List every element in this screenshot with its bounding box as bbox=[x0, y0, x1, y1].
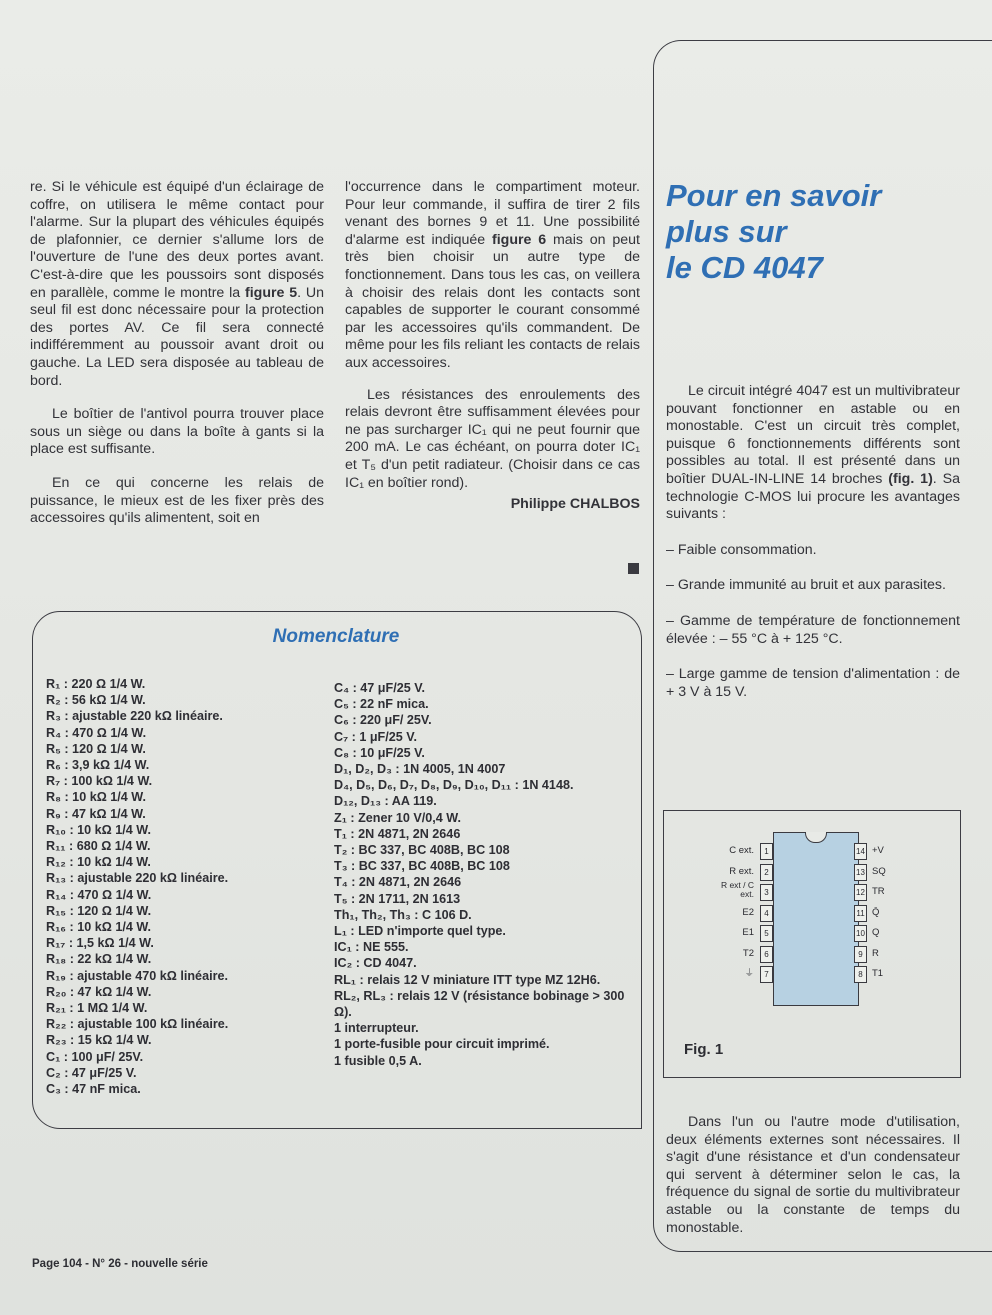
component-entry: IC₂ : CD 4047. bbox=[334, 956, 417, 971]
advantage-item: – Gamme de température de fonctionnement élevée : – 55 °C à + 125 °C. bbox=[666, 612, 960, 647]
sidebar-text bbox=[666, 383, 960, 719]
component-entry: R₁₅ : 120 Ω 1/4 W. bbox=[46, 903, 152, 918]
component-entry: L₁ : LED n'importe quel type. bbox=[334, 924, 506, 939]
component-entry: C₂ : 47 μF/25 V. bbox=[46, 1065, 137, 1080]
component-entry: R₂₃ : 15 kΩ 1/4 W. bbox=[46, 1033, 152, 1048]
component-entry: R₁₄ : 470 Ω 1/4 W. bbox=[46, 887, 152, 902]
pin-label-left: E1 bbox=[742, 927, 754, 938]
figure-reference: figure 6 bbox=[492, 231, 547, 248]
component-entry: R₁₂ : 10 kΩ 1/4 W. bbox=[46, 855, 151, 870]
component-entry: C₃ : 47 nF mica. bbox=[46, 1082, 141, 1097]
component-entry: C₅ : 22 nF mica. bbox=[334, 697, 429, 712]
pin-number-right: 12 bbox=[854, 884, 867, 901]
component-entry: Th₁, Th₂, Th₃ : C 106 D. bbox=[334, 907, 472, 922]
component-entry: C₁ : 100 μF/ 25V. bbox=[46, 1049, 144, 1064]
pin-number-left: 3 bbox=[760, 884, 773, 901]
component-entry: R₈ : 10 kΩ 1/4 W. bbox=[46, 790, 146, 805]
component-entry: R₁ : 220 Ω 1/4 W. bbox=[46, 677, 146, 691]
figure-reference: figure 5 bbox=[244, 284, 298, 301]
pin-number-right: 9 bbox=[854, 946, 867, 963]
component-entry: R₆ : 3,9 kΩ 1/4 W. bbox=[46, 758, 150, 773]
component-entry: R₁₀ : 10 kΩ 1/4 W. bbox=[46, 822, 151, 837]
component-entry: Z₁ : Zener 10 V/0,4 W. bbox=[334, 810, 461, 825]
pin-label-left: R ext. bbox=[729, 865, 754, 877]
component-entry: R₂₁ : 1 MΩ 1/4 W. bbox=[46, 1001, 148, 1016]
component-entry: D₄, D₅, D₆, D₇, D₈, D₉, D₁₀, D₁₁ : 1N 4148. bbox=[334, 778, 574, 793]
pin-number-left: 4 bbox=[760, 905, 773, 922]
component-entry: C₈ : 10 μF/25 V. bbox=[334, 745, 425, 760]
sidebar-text-continued bbox=[666, 1114, 960, 1253]
pin-number-left: 2 bbox=[760, 864, 773, 881]
pin-number-left: 6 bbox=[760, 946, 773, 963]
text-run: . Sa technologie C-MOS lui procure les avantages suivants : bbox=[666, 470, 960, 523]
component-entry: R₃ : ajustable 220 kΩ linéaire. bbox=[46, 709, 223, 724]
component-entry: T₂ : BC 337, BC 408B, BC 108 bbox=[334, 843, 510, 858]
advantage-item: – Faible consommation. bbox=[666, 541, 817, 558]
component-entry: D₁₂, D₁₃ : AA 119. bbox=[334, 794, 437, 809]
paragraph: Les résistances des enroulements des relais devront être suffisamment élevées pour ne pas surcharger IC₁ qui ne peut fournir que 200 mA. Le cas échéant, on pourra doter IC₁ et T₅ d'un petit radiateur. (Choisir dans ce cas IC₁ en boîtier rond). bbox=[345, 386, 640, 491]
component-entry: T₃ : BC 337, BC 408B, BC 108 bbox=[334, 859, 510, 874]
component-entry: 1 interrupteur. bbox=[334, 1021, 419, 1036]
component-entry: RL₁ : relais 12 V miniature ITT type MZ 12H6. bbox=[334, 972, 601, 987]
pin-number-left: 7 bbox=[760, 966, 773, 983]
pin-number-right: 14 bbox=[854, 843, 867, 860]
component-entry: D₁, D₂, D₃ : 1N 4005, 1N 4007 bbox=[334, 762, 506, 777]
component-entry: C₆ : 220 μF/ 25V. bbox=[334, 713, 432, 728]
page-footer: Page 104 - N° 26 - nouvelle série bbox=[32, 1258, 208, 1270]
advantage-item: – Large gamme de tension d'alimentation : de + 3 V à 15 V. bbox=[666, 666, 960, 700]
pin-number-left: 5 bbox=[760, 925, 773, 942]
pin-label-right: T1 bbox=[872, 968, 884, 979]
text-run: Le circuit intégré 4047 est un multivibrateur pouvant fonctionner en astable ou en monostable. C'est un circuit très complet, puisque 6 fonctionnements différents sont possibles au total. Il est présenté dans un boîtier DUAL-IN-LINE 14 broches bbox=[666, 383, 960, 487]
pin-label-left: R ext / C ext. bbox=[720, 880, 754, 899]
component-entry: R₁₉ : ajustable 470 kΩ linéaire. bbox=[46, 968, 228, 983]
pin-number-right: 13 bbox=[854, 864, 867, 881]
component-entry: 1 fusible 0,5 A. bbox=[334, 1053, 422, 1068]
pin-label-left: T2 bbox=[742, 947, 754, 959]
paragraph bbox=[345, 179, 640, 373]
text-run: l'occurrence dans le compartiment moteur. Pour leur commande, il suffira de tirer 2 fils venant des bornes 9 et 11. Une possibilité d'alarme est indiquée bbox=[345, 179, 640, 248]
component-entry: R₉ : 47 kΩ 1/4 W. bbox=[46, 806, 146, 821]
pin-label-left: C ext. bbox=[729, 845, 754, 856]
text-run: re. Si le véhicule est équipé d'un éclairage de coffre, on utilisera le même contact pour l'alarme. Sur la plupart des véhicules équipés de plafonnier, ce dernier s'allume lors de l'ouverture de l'une des deux portes avant. C'est-à-dire que les poussoirs sont disposés en parallèle, comme le montre la bbox=[30, 179, 324, 301]
pin-label-right: Q bbox=[872, 927, 880, 938]
component-entry: R₅ : 120 Ω 1/4 W. bbox=[46, 741, 146, 756]
pin-number-right: 11 bbox=[854, 905, 867, 922]
pin-number-left: 1 bbox=[760, 843, 773, 860]
paragraph: Le boîtier de l'antivol pourra trouver place sous un siège ou dans la boîte à gants si la place est suffisante. bbox=[30, 406, 324, 458]
component-entry: IC₁ : NE 555. bbox=[334, 940, 409, 955]
component-entry: R₇ : 100 kΩ 1/4 W. bbox=[46, 774, 153, 789]
figure-reference: (fig. 1) bbox=[888, 470, 933, 487]
nomenclature-title: Nomenclature bbox=[272, 626, 400, 647]
pin-number-right: 10 bbox=[854, 925, 867, 942]
end-of-article-mark bbox=[628, 563, 639, 574]
pin-label-right: Q̄ bbox=[872, 906, 880, 918]
paragraph bbox=[666, 383, 960, 524]
text-run: . Un seul fil est donc nécessaire pour la protection des portes AV. Ce fil sera connecté indifféremment au poussoir avant droit ou gauche. La LED sera disposée au tableau de bord. bbox=[30, 284, 324, 389]
ic-package bbox=[773, 832, 859, 1006]
component-entry: 1 porte-fusible pour circuit imprimé. bbox=[334, 1037, 550, 1052]
component-entry: R₂₂ : ajustable 100 kΩ linéaire. bbox=[46, 1017, 229, 1032]
component-entry: T₄ : 2N 4871, 2N 2646 bbox=[334, 875, 462, 890]
paragraph bbox=[30, 179, 324, 390]
pin-label-left: ⏚ bbox=[744, 968, 754, 979]
component-entry: R₁₁ : 680 Ω 1/4 W. bbox=[46, 839, 151, 854]
component-entry: R₂ : 56 kΩ 1/4 W. bbox=[46, 693, 146, 708]
component-entry: R₁₈ : 22 kΩ 1/4 W. bbox=[46, 952, 152, 967]
nomenclature-list-left bbox=[46, 676, 286, 1097]
pin-label-right: +V bbox=[872, 845, 884, 856]
pin-label-right: TR bbox=[872, 886, 885, 897]
pin-label-left: E2 bbox=[742, 906, 754, 918]
component-entry: RL₂, RL₃ : relais 12 V (résistance bobinage > 300 Ω). bbox=[334, 988, 625, 1020]
title-line: le CD 4047 bbox=[666, 250, 823, 285]
advantage-item: – Grande immunité au bruit et aux parasites. bbox=[666, 577, 946, 594]
component-entry: T₁ : 2N 4871, 2N 2646 bbox=[334, 826, 461, 841]
title-line: Pour en savoir bbox=[666, 178, 882, 213]
component-entry: R₁₆ : 10 kΩ 1/4 W. bbox=[46, 920, 152, 935]
component-entry: T₅ : 2N 1711, 2N 1613 bbox=[334, 891, 461, 906]
pin-label-right: R bbox=[872, 947, 879, 959]
component-entry: C₇ : 1 μF/25 V. bbox=[334, 729, 417, 744]
paragraph: Dans l'un ou l'autre mode d'utilisation, deux éléments externes sont nécessaires. Il s'agit d'une résistance et d'un condensateur qui servent à déterminer selon le cas, la fréquence du signal de sortie du multivibrateur astable ou la constante de temps du monostable. bbox=[666, 1114, 960, 1236]
article-column-2 bbox=[345, 179, 640, 514]
component-entry: R₁₇ : 1,5 kΩ 1/4 W. bbox=[46, 936, 154, 951]
component-entry: R₁₃ : ajustable 220 kΩ linéaire. bbox=[46, 871, 229, 886]
component-entry: C₄ : 47 μF/25 V. bbox=[334, 681, 425, 695]
nomenclature-list-right bbox=[334, 680, 632, 1069]
component-entry: R₂₀ : 47 kΩ 1/4 W. bbox=[46, 984, 152, 999]
title-line: plus sur bbox=[666, 214, 787, 249]
article-column-1 bbox=[30, 179, 324, 544]
sidebar-title bbox=[666, 178, 966, 286]
figure-caption: Fig. 1 bbox=[684, 1041, 724, 1058]
author-signature: Philippe CHALBOS bbox=[510, 496, 640, 513]
pin-number-right: 8 bbox=[854, 966, 867, 983]
text-run: mais on peut très bien choisir un autre type de fonctionnement. Dans tous les cas, on veillera à choisir des relais dont les contacts sont capables de supporter le courant consommé par les accessoires qu'ils commandent. De même pour les fils reliant les contacts de relais aux accessoires. bbox=[345, 231, 640, 371]
pin-label-right: SQ bbox=[872, 865, 886, 877]
component-entry: R₄ : 470 Ω 1/4 W. bbox=[46, 725, 147, 740]
paragraph: En ce qui concerne les relais de puissance, le mieux est de les fixer près des accessoires qu'ils alimentent, soit en bbox=[30, 474, 324, 527]
